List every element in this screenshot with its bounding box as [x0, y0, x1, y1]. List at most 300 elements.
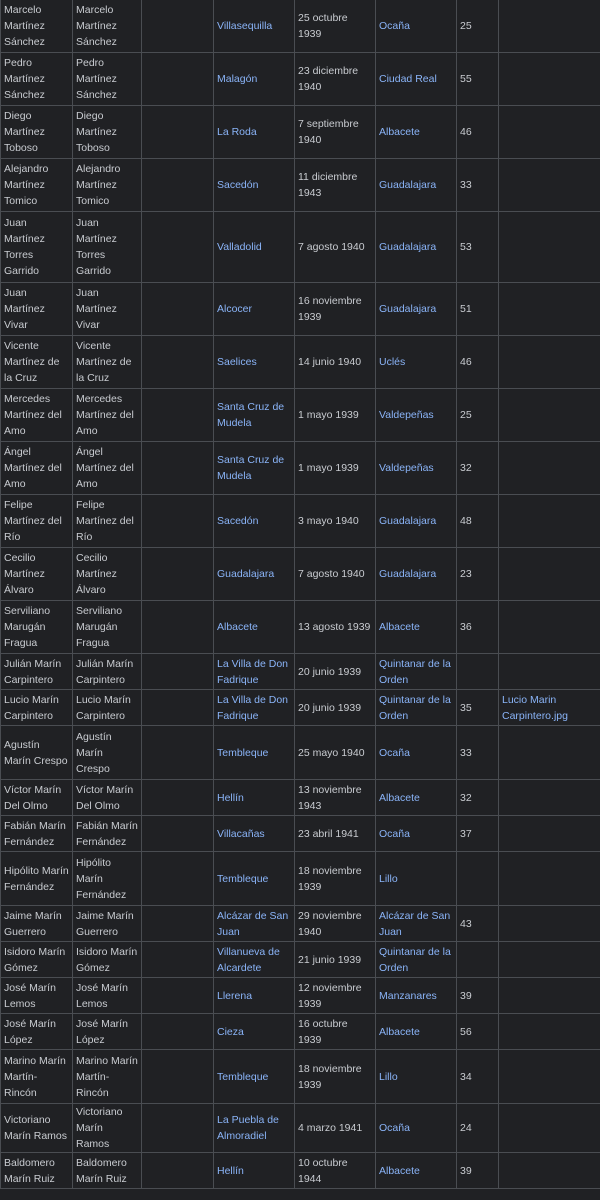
- age-cell: [457, 852, 499, 906]
- date-cell: [295, 495, 376, 548]
- age-cell-text: 33: [460, 179, 472, 191]
- date-cell: [295, 212, 376, 283]
- location-cell-link[interactable]: Quintanar de la Orden: [379, 945, 451, 974]
- sort-name-cell-text: Marino Marín Martín-Rincón: [76, 1054, 138, 1099]
- empty-cell: [142, 1050, 214, 1104]
- empty-cell: [142, 442, 214, 495]
- place-cell-link[interactable]: La Roda: [217, 126, 257, 138]
- file-cell: [499, 1153, 600, 1189]
- name-cell: [1, 106, 73, 159]
- date-cell: [295, 159, 376, 212]
- place-cell-link[interactable]: Sacedón: [217, 515, 259, 527]
- age-cell: [457, 53, 499, 106]
- location-cell-link[interactable]: Albacete: [379, 791, 420, 804]
- sort-name-cell: [73, 212, 142, 283]
- name-cell-text: Mercedes Martínez del Amo: [4, 393, 62, 437]
- location-cell-link[interactable]: Lillo: [379, 872, 398, 885]
- date-cell: [295, 389, 376, 442]
- name-cell: [1, 942, 73, 978]
- sort-name-cell-text: José Marín López: [76, 1017, 128, 1046]
- location-cell-link[interactable]: Albacete: [379, 1164, 420, 1177]
- age-cell: [457, 212, 499, 283]
- file-cell: [499, 1050, 600, 1104]
- name-cell-text: José Marín López: [4, 1017, 56, 1046]
- age-cell: [457, 978, 499, 1014]
- file-cell: [499, 1014, 600, 1050]
- empty-cell: [142, 548, 214, 601]
- place-cell: [214, 159, 295, 212]
- place-cell: [214, 1050, 295, 1104]
- place-cell: [214, 53, 295, 106]
- table-row: [1, 726, 600, 780]
- date-cell-text: 18 noviembre 1939: [298, 864, 362, 893]
- place-cell: [214, 1104, 295, 1153]
- sort-name-cell: [73, 690, 142, 726]
- date-cell-text: 23 abril 1941: [298, 827, 359, 840]
- location-cell-link[interactable]: Ocaña: [379, 746, 410, 759]
- name-cell-text: Cecilio Martínez Álvaro: [4, 552, 45, 596]
- location-cell-link[interactable]: Albacete: [379, 621, 420, 633]
- place-cell: [214, 1153, 295, 1189]
- table-row: [1, 0, 600, 53]
- age-cell-text: 34: [460, 1070, 472, 1083]
- date-cell-text: 29 noviembre 1940: [298, 909, 362, 938]
- date-cell-text: 4 marzo 1941: [298, 1122, 363, 1134]
- date-cell: [295, 816, 376, 852]
- sort-name-cell-text: Pedro Martínez Sánchez: [76, 57, 117, 101]
- name-cell-text: Fabián Marín Fernández: [4, 819, 66, 848]
- sort-name-cell-text: Vicente Martínez de la Cruz: [76, 340, 132, 384]
- sort-name-cell: [73, 336, 142, 389]
- place-cell: [214, 1014, 295, 1050]
- sort-name-cell: [73, 442, 142, 495]
- location-cell-link[interactable]: Ocaña: [379, 1122, 410, 1134]
- place-cell-link[interactable]: Llerena: [217, 989, 253, 1002]
- file-cell: [499, 106, 600, 159]
- date-cell: [295, 906, 376, 942]
- name-cell-text: Marcelo Martínez Sánchez: [4, 3, 45, 48]
- age-cell: [457, 1014, 499, 1050]
- table-row: [1, 601, 600, 654]
- empty-cell: [142, 816, 214, 852]
- location-cell-link[interactable]: Ocaña: [379, 19, 410, 32]
- age-cell: [457, 336, 499, 389]
- name-cell: [1, 816, 73, 852]
- age-cell-text: 46: [460, 126, 472, 138]
- place-cell-link[interactable]: La Villa de Don Fadrique: [217, 657, 289, 686]
- age-cell: [457, 442, 499, 495]
- sort-name-cell-text: Julián Marín Carpintero: [76, 657, 134, 686]
- table-body: [1, 0, 600, 1189]
- age-cell: [457, 654, 499, 690]
- place-cell: [214, 690, 295, 726]
- date-cell: [295, 654, 376, 690]
- location-cell: [376, 548, 457, 601]
- place-cell-link[interactable]: Alcocer: [217, 303, 253, 315]
- place-cell-link[interactable]: Malagón: [217, 73, 258, 85]
- table-row: [1, 389, 600, 442]
- sort-name-cell-text: Baldomero Marín Ruiz: [76, 1156, 127, 1185]
- date-cell: [295, 0, 376, 53]
- location-cell-link[interactable]: Ocaña: [379, 827, 410, 840]
- file-cell: [499, 495, 600, 548]
- date-cell: [295, 978, 376, 1014]
- place-cell: [214, 601, 295, 654]
- place-cell-link[interactable]: Santa Cruz de Mudela: [217, 454, 285, 482]
- date-cell: [295, 1153, 376, 1189]
- name-cell: [1, 852, 73, 906]
- date-cell: [295, 548, 376, 601]
- date-cell: [295, 1050, 376, 1104]
- name-cell: [1, 654, 73, 690]
- location-cell-link[interactable]: Guadalajara: [379, 179, 437, 191]
- place-cell: [214, 942, 295, 978]
- place-cell-link[interactable]: Guadalajara: [217, 568, 275, 580]
- name-cell-text: Serviliano Marugán Fragua: [4, 605, 51, 649]
- empty-cell: [142, 0, 214, 53]
- location-cell-link[interactable]: Manzanares: [379, 989, 437, 1002]
- name-cell: [1, 978, 73, 1014]
- name-cell: [1, 0, 73, 53]
- file-cell: [499, 1104, 600, 1153]
- location-cell-link[interactable]: Valdepeñas: [379, 409, 434, 421]
- place-cell-link[interactable]: Sacedón: [217, 179, 259, 191]
- location-cell: [376, 906, 457, 942]
- file-cell: [499, 780, 600, 816]
- age-cell: [457, 283, 499, 336]
- table-row: [1, 53, 600, 106]
- location-cell-link[interactable]: Guadalajara: [379, 515, 437, 527]
- place-cell: [214, 212, 295, 283]
- location-cell: [376, 654, 457, 690]
- place-cell-link[interactable]: Albacete: [217, 621, 258, 633]
- sort-name-cell: [73, 1050, 142, 1104]
- place-cell: [214, 906, 295, 942]
- sort-name-cell-text: Ángel Martínez del Amo: [76, 446, 134, 490]
- name-cell: [1, 1050, 73, 1104]
- date-cell-text: 7 agosto 1940: [298, 241, 365, 253]
- sort-name-cell: [73, 389, 142, 442]
- age-cell-text: 46: [460, 356, 472, 368]
- age-cell-text: 48: [460, 515, 472, 527]
- file-cell-link[interactable]: Lucio Marin Carpintero.jpg: [502, 693, 568, 722]
- table-row: [1, 906, 600, 942]
- age-cell-text: 23: [460, 568, 472, 580]
- sort-name-cell-text: Juan Martínez Torres Garrido: [76, 217, 117, 277]
- empty-cell: [142, 283, 214, 336]
- location-cell: [376, 780, 457, 816]
- date-cell-text: 20 junio 1939: [298, 701, 362, 714]
- age-cell-text: 32: [460, 791, 472, 804]
- sort-name-cell-text: Marcelo Martínez Sánchez: [76, 3, 117, 48]
- name-cell-text: Alejandro Martínez Tomico: [4, 163, 49, 207]
- table-row: [1, 852, 600, 906]
- age-cell: [457, 726, 499, 780]
- place-cell: [214, 548, 295, 601]
- date-cell: [295, 726, 376, 780]
- table-row: [1, 212, 600, 283]
- location-cell-link[interactable]: Alcázar de San Juan: [379, 909, 451, 938]
- table-row: [1, 283, 600, 336]
- file-cell: [499, 442, 600, 495]
- name-cell: [1, 1153, 73, 1189]
- place-cell: [214, 654, 295, 690]
- empty-cell: [142, 601, 214, 654]
- file-cell: [499, 654, 600, 690]
- table-row: [1, 1014, 600, 1050]
- empty-cell: [142, 690, 214, 726]
- location-cell: [376, 942, 457, 978]
- age-cell: [457, 548, 499, 601]
- name-cell-text: Isidoro Marín Gómez: [4, 945, 66, 974]
- date-cell-text: 7 agosto 1940: [298, 568, 365, 580]
- date-cell-text: 13 agosto 1939: [298, 621, 371, 633]
- date-cell-text: 3 mayo 1940: [298, 515, 359, 527]
- location-cell: [376, 159, 457, 212]
- empty-cell: [142, 726, 214, 780]
- empty-cell: [142, 336, 214, 389]
- age-cell-text: 39: [460, 989, 472, 1002]
- file-cell: [499, 942, 600, 978]
- age-cell-text: 35: [460, 701, 472, 714]
- file-cell: [499, 159, 600, 212]
- sort-name-cell: [73, 495, 142, 548]
- table-row: [1, 442, 600, 495]
- place-cell-link[interactable]: Alcázar de San Juan: [217, 909, 289, 938]
- empty-cell: [142, 1153, 214, 1189]
- empty-cell: [142, 654, 214, 690]
- name-cell: [1, 336, 73, 389]
- table-row: [1, 942, 600, 978]
- sort-name-cell-text: Cecilio Martínez Álvaro: [76, 552, 117, 596]
- place-cell-link[interactable]: Hellín: [217, 791, 244, 804]
- place-cell-link[interactable]: Tembleque: [217, 872, 269, 885]
- name-cell-text: Diego Martínez Toboso: [4, 110, 45, 154]
- date-cell: [295, 1014, 376, 1050]
- place-cell-link[interactable]: Cieza: [217, 1025, 244, 1038]
- age-cell-text: 51: [460, 303, 472, 315]
- sort-name-cell-text: José Marín Lemos: [76, 981, 128, 1010]
- age-cell-text: 36: [460, 621, 472, 633]
- empty-cell: [142, 212, 214, 283]
- place-cell: [214, 852, 295, 906]
- sort-name-cell-text: Alejandro Martínez Tomico: [76, 163, 121, 207]
- date-cell: [295, 852, 376, 906]
- location-cell: [376, 690, 457, 726]
- sort-name-cell-text: Víctor Marín Del Olmo: [76, 783, 134, 812]
- empty-cell: [142, 1014, 214, 1050]
- location-cell-link[interactable]: Ciudad Real: [379, 73, 437, 85]
- name-cell: [1, 1014, 73, 1050]
- date-cell-text: 25 octubre 1939: [298, 11, 348, 40]
- sort-name-cell: [73, 852, 142, 906]
- name-cell-text: Agustín Marín Crespo: [4, 738, 68, 767]
- location-cell: [376, 1050, 457, 1104]
- sort-name-cell-text: Serviliano Marugán Fragua: [76, 605, 123, 649]
- location-cell-link[interactable]: Guadalajara: [379, 568, 437, 580]
- location-cell: [376, 212, 457, 283]
- name-cell-text: Baldomero Marín Ruiz: [4, 1156, 55, 1185]
- location-cell: [376, 106, 457, 159]
- age-cell: [457, 601, 499, 654]
- date-cell-text: 16 noviembre 1939: [298, 295, 362, 323]
- empty-cell: [142, 389, 214, 442]
- place-cell-link[interactable]: Tembleque: [217, 746, 269, 759]
- empty-cell: [142, 942, 214, 978]
- name-cell: [1, 389, 73, 442]
- file-cell: [499, 0, 600, 53]
- date-cell-text: 11 diciembre 1943: [298, 171, 358, 199]
- name-cell-text: Lucio Marín Carpintero: [4, 693, 59, 722]
- date-cell-text: 16 octubre 1939: [298, 1017, 348, 1046]
- date-cell-text: 20 junio 1939: [298, 665, 362, 678]
- date-cell-text: 18 noviembre 1939: [298, 1062, 362, 1091]
- sort-name-cell-text: Victoriano Marín Ramos: [76, 1106, 123, 1150]
- place-cell: [214, 978, 295, 1014]
- empty-cell: [142, 906, 214, 942]
- sort-name-cell: [73, 1104, 142, 1153]
- place-cell-link[interactable]: La Villa de Don Fadrique: [217, 693, 289, 722]
- sort-name-cell: [73, 654, 142, 690]
- table-row: [1, 816, 600, 852]
- name-cell-text: Víctor Marín Del Olmo: [4, 783, 62, 812]
- table-row: [1, 1153, 600, 1189]
- empty-cell: [142, 780, 214, 816]
- file-cell: [499, 690, 600, 726]
- place-cell-link[interactable]: Villanueva de Alcardete: [217, 945, 280, 974]
- location-cell-link[interactable]: Guadalajara: [379, 303, 437, 315]
- date-cell-text: 21 junio 1939: [298, 953, 362, 966]
- location-cell: [376, 816, 457, 852]
- age-cell: [457, 1050, 499, 1104]
- location-cell-link[interactable]: Quintanar de la Orden: [379, 657, 451, 686]
- name-cell-text: Julián Marín Carpintero: [4, 657, 62, 686]
- place-cell: [214, 442, 295, 495]
- name-cell-text: Victoriano Marín Ramos: [4, 1114, 68, 1142]
- place-cell-link[interactable]: Hellín: [217, 1164, 244, 1177]
- table-row: [1, 654, 600, 690]
- name-cell-text: Juan Martínez Vivar: [4, 287, 45, 331]
- date-cell: [295, 942, 376, 978]
- sort-name-cell-text: Lucio Marín Carpintero: [76, 693, 131, 722]
- sort-name-cell-text: Felipe Martínez del Río: [76, 499, 134, 543]
- sort-name-cell-text: Hipólito Marín Fernández: [76, 856, 127, 901]
- location-cell-link[interactable]: Valdepeñas: [379, 462, 434, 474]
- location-cell-link[interactable]: Guadalajara: [379, 241, 437, 253]
- place-cell: [214, 389, 295, 442]
- table-row: [1, 780, 600, 816]
- file-cell: [499, 816, 600, 852]
- table-row: [1, 1050, 600, 1104]
- age-cell: [457, 780, 499, 816]
- sort-name-cell-text: Juan Martínez Vivar: [76, 287, 117, 331]
- table-row: [1, 690, 600, 726]
- name-cell-text: Jaime Marín Guerrero: [4, 909, 62, 938]
- age-cell: [457, 106, 499, 159]
- age-cell: [457, 906, 499, 942]
- place-cell-link[interactable]: Valladolid: [217, 241, 262, 253]
- file-cell: [499, 852, 600, 906]
- place-cell: [214, 106, 295, 159]
- date-cell: [295, 283, 376, 336]
- place-cell-link[interactable]: Villasequilla: [217, 19, 273, 32]
- file-cell: [499, 726, 600, 780]
- location-cell-link[interactable]: Quintanar de la Orden: [379, 693, 451, 722]
- name-cell-text: Hipólito Marín Fernández: [4, 864, 69, 893]
- age-cell: [457, 0, 499, 53]
- file-cell: [499, 283, 600, 336]
- name-cell: [1, 601, 73, 654]
- name-cell: [1, 1104, 73, 1153]
- sort-name-cell: [73, 1153, 142, 1189]
- place-cell-link[interactable]: Santa Cruz de Mudela: [217, 401, 285, 429]
- location-cell: [376, 852, 457, 906]
- file-cell: [499, 978, 600, 1014]
- name-cell: [1, 283, 73, 336]
- age-cell-text: 43: [460, 917, 472, 930]
- place-cell-link[interactable]: Saelices: [217, 356, 257, 368]
- place-cell-link[interactable]: La Puebla de Almoradiel: [217, 1114, 279, 1142]
- name-cell: [1, 906, 73, 942]
- age-cell-text: 39: [460, 1164, 472, 1177]
- empty-cell: [142, 978, 214, 1014]
- location-cell-link[interactable]: Lillo: [379, 1070, 398, 1083]
- name-cell: [1, 780, 73, 816]
- date-cell-text: 1 mayo 1939: [298, 462, 359, 474]
- sort-name-cell: [73, 726, 142, 780]
- date-cell-text: 7 septiembre 1940: [298, 118, 359, 146]
- place-cell: [214, 780, 295, 816]
- name-cell: [1, 726, 73, 780]
- age-cell-text: 56: [460, 1025, 472, 1038]
- age-cell-text: 32: [460, 462, 472, 474]
- sort-name-cell: [73, 106, 142, 159]
- location-cell: [376, 336, 457, 389]
- place-cell-link[interactable]: Villacañas: [217, 827, 265, 840]
- file-cell: [499, 389, 600, 442]
- date-cell: [295, 780, 376, 816]
- date-cell: [295, 106, 376, 159]
- name-cell: [1, 53, 73, 106]
- age-cell-text: 33: [460, 746, 472, 759]
- age-cell: [457, 159, 499, 212]
- name-cell-text: Juan Martínez Torres Garrido: [4, 217, 45, 277]
- age-cell-text: 25: [460, 409, 472, 421]
- date-cell-text: 13 noviembre 1943: [298, 783, 362, 812]
- age-cell: [457, 389, 499, 442]
- file-cell: [499, 53, 600, 106]
- date-cell-text: 10 octubre 1944: [298, 1156, 348, 1185]
- location-cell-link[interactable]: Albacete: [379, 126, 420, 138]
- sort-name-cell-text: Jaime Marín Guerrero: [76, 909, 134, 938]
- empty-cell: [142, 852, 214, 906]
- sort-name-cell: [73, 780, 142, 816]
- sort-name-cell-text: Isidoro Marín Gómez: [76, 945, 138, 974]
- location-cell-link[interactable]: Albacete: [379, 1025, 420, 1038]
- place-cell: [214, 0, 295, 53]
- name-cell: [1, 548, 73, 601]
- file-cell: [499, 212, 600, 283]
- location-cell: [376, 283, 457, 336]
- sort-name-cell: [73, 942, 142, 978]
- age-cell: [457, 942, 499, 978]
- name-cell-text: Ángel Martínez del Amo: [4, 446, 62, 490]
- empty-cell: [142, 495, 214, 548]
- place-cell-link[interactable]: Tembleque: [217, 1070, 269, 1083]
- file-cell: [499, 906, 600, 942]
- location-cell: [376, 495, 457, 548]
- location-cell-link[interactable]: Uclés: [379, 356, 406, 368]
